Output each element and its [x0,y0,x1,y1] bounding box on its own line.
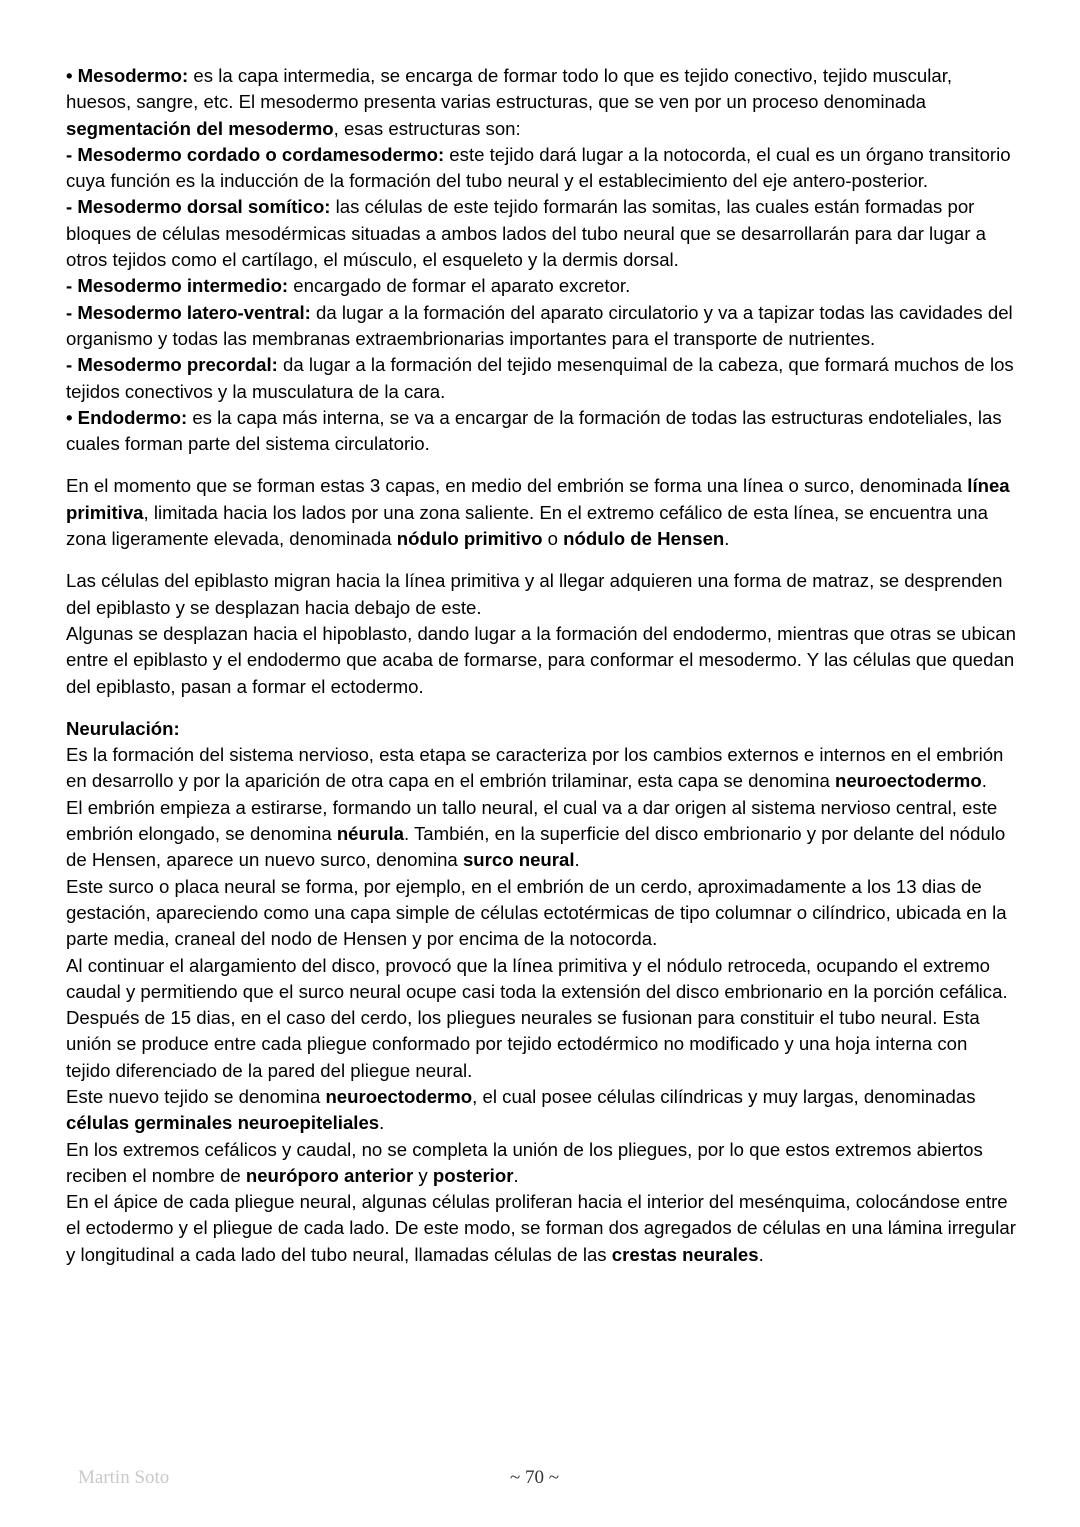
neurulacion-text: y [413,1164,433,1186]
neurulacion-paragraph-7 [66,1137,1016,1190]
latero-term: - Mesodermo latero-ventral: [66,301,311,323]
paragraph-spacer [66,552,1016,568]
neurulacion-text: El embrión empieza a estirarse, formando un tallo neural, el cual va a dar origen al sistema nervioso central, este embrión elongado, se denomina [66,796,998,845]
cordado-text: este tejido dará lugar a la notocorda, el cual es un órgano transitorio cuya función es la inducción de la formación del tubo neural y el establecimiento del eje antero-posterior. [66,143,1011,192]
nodulo-primitivo-term: nódulo primitivo [396,528,543,550]
neuroectodermo-term: neuroectodermo [834,770,982,792]
neurulacion-paragraph-2 [66,795,1016,874]
paragraph-spacer [66,700,1016,716]
dorsal-paragraph [66,194,1016,273]
linea-primitiva-paragraph [66,473,1016,552]
posterior-term: posterior [432,1164,514,1186]
precordal-term: - Mesodermo precordal: [66,354,278,376]
page-number: ~ 70 ~ [510,1467,560,1488]
neuroporo-anterior-term: neuróporo anterior [245,1164,414,1186]
mesodermo-term: • Mesodermo: [66,65,189,86]
neurulacion-text: , el cual posee células cilíndricas y muy largas, denominadas [472,1085,976,1107]
neurulacion-paragraph-6 [66,1084,1016,1137]
neurulacion-paragraph-3: Este surco o placa neural se forma, por ejemplo, en el embrión de un cerdo, aproximadamente a los 13 dias de gestación, apareciendo como una capa simple de células ectotérmicas de tipo columnar o cilíndrico, ubicada en la parte media, craneal del nodo de Hensen y por encima de la notocorda. [66,875,1007,950]
precordal-paragraph [66,352,1016,405]
neurulacion-text: . [758,1243,764,1265]
linea-text: En el momento que se forman estas 3 capas, en medio del embrión se forma una línea o surco, denominada [66,475,968,497]
mesodermo-text-end: , esas estructuras son: [333,117,521,139]
paragraph-spacer [66,457,1016,473]
celulas-germinales-term: células germinales neuroepiteliales [66,1112,380,1134]
segmentacion-term: segmentación del mesodermo [66,117,334,139]
cordado-paragraph [66,142,1016,195]
neurula-term: néurula [336,823,404,845]
linea-text: , limitada hacia los lados por una zona saliente. En el extremo cefálico de esta línea, se encuentra una zona ligeramente elevada, denominada [66,501,988,550]
epiblasto-paragraph-1: Las células del epiblasto migran hacia la línea primitiva y al llegar adquieren una forma de matraz, se desprenden del epiblasto y se desplazan hacia debajo de este. [66,570,1003,618]
neurulacion-text: . También, en la superficie del disco embrionario y por delante del nódulo de Hensen, aparece un nuevo surco, denomina [66,823,1006,871]
neurulacion-paragraph-4: Al continuar el alargamiento del disco, provocó que la línea primitiva y el nódulo retroceda, ocupando el extremo caudal y permitiendo que el surco neural ocupe casi toda la extensión del disco embrionario en la porción cefálica. [66,954,1008,1002]
endodermo-paragraph [66,405,1016,458]
neurulacion-text: . [379,1112,385,1134]
neurulacion-text: Es la formación del sistema nervioso, esta etapa se caracteriza por los cambios externos e internos en el embrión en desarrollo y por la aparición de otra capa en el embrión trilaminar, esta capa se denomina [66,744,1004,792]
epiblasto-paragraph-2: Algunas se desplazan hacia el hipoblasto, dando lugar a la formación del endodermo, mientras que otras se ubican entre el epiblasto y el endodermo que acaba de formarse, para conformar el mesodermo. Y las células que quedan del epiblasto, pasan a formar el ectodermo. [66,622,1016,697]
latero-paragraph [66,300,1016,353]
neurulacion-paragraph-8 [66,1189,1016,1268]
dorsal-text: las células de este tejido formarán las somitas, las cuales están formadas por bloques de células mesodérmicas situadas a ambos lados del tubo neural que se desarrollarán para dar lugar a otros tejidos como el cartílago, el músculo, el esqueleto y la dermis dorsal. [66,196,986,271]
crestas-neurales-term: crestas neurales [611,1243,759,1265]
precordal-text: da lugar a la formación del tejido mesenquimal de la cabeza, que formará muchos de los tejidos conectivos y la musculatura de la cara. [66,354,1014,402]
endodermo-text: es la capa más interna, se va a encargar de la formación de todas las estructuras endoteliales, las cuales forman parte del sistema circulatorio. [66,406,1002,455]
neurulacion-text: . [513,1164,519,1186]
nodulo-hensen-term: nódulo de Hensen [563,528,725,550]
neurulacion-text: Este nuevo tejido se denomina [66,1085,326,1107]
neurulacion-paragraph-5: Después de 15 dias, en el caso del cerdo, los pliegues neurales se fusionan para constituir el tubo neural. Esta unión se produce entre cada pliegue conformado por tejido ectodérmico no modificado y una hoja interna con tejido diferenciado de la pared del pliegue neural. [66,1007,980,1081]
latero-text: da lugar a la formación del aparato circulatorio y va a tapizar todas las cavidades del organismo y todas las membranas extraembrionarias importantes para el transporte de nutrientes. [66,301,1013,349]
mesodermo-paragraph [66,63,1016,142]
neurulacion-paragraph-1 [66,742,1016,795]
document-body [66,63,1016,1268]
neuroectodermo-term: neuroectodermo [325,1085,473,1107]
intermedio-paragraph [66,273,1016,299]
neurulacion-text: . [574,849,580,871]
dorsal-term: - Mesodermo dorsal somítico: [66,196,331,218]
footer-author: Martin Soto [78,1467,170,1488]
intermedio-text: encargado de formar el aparato excretor. [288,275,631,297]
linea-text: . [724,528,730,550]
linea-primitiva-term: línea primitiva [66,475,1010,523]
neurulacion-text: . [981,770,987,792]
cordado-term: - Mesodermo cordado o cordamesodermo: [66,143,445,165]
mesodermo-text: es la capa intermedia, se encarga de formar todo lo que es tejido conectivo, tejido muscular, huesos, sangre, etc. El mesodermo presenta varias estructuras, que se ven por un proceso denominada [66,65,953,113]
neurulacion-heading: Neurulación: [66,717,180,739]
linea-text: o [542,528,564,550]
surco-neural-term: surco neural [462,849,575,871]
intermedio-term: - Mesodermo intermedio: [66,275,289,297]
endodermo-term: • Endodermo: [66,406,188,428]
neurulacion-text: En los extremos cefálicos y caudal, no se completa la unión de los pliegues, por lo que estos extremos abiertos reciben el nombre de [66,1138,983,1186]
neurulacion-text: En el ápice de cada pliegue neural, algunas células proliferan hacia el interior del mesénquima, colocándose entre el ectodermo y el pliegue de cada lado. De este modo, se forman dos agregados de células en una lámina irregular y longitudinal a cada lado del tubo neural, llamadas células de las [66,1191,1016,1265]
